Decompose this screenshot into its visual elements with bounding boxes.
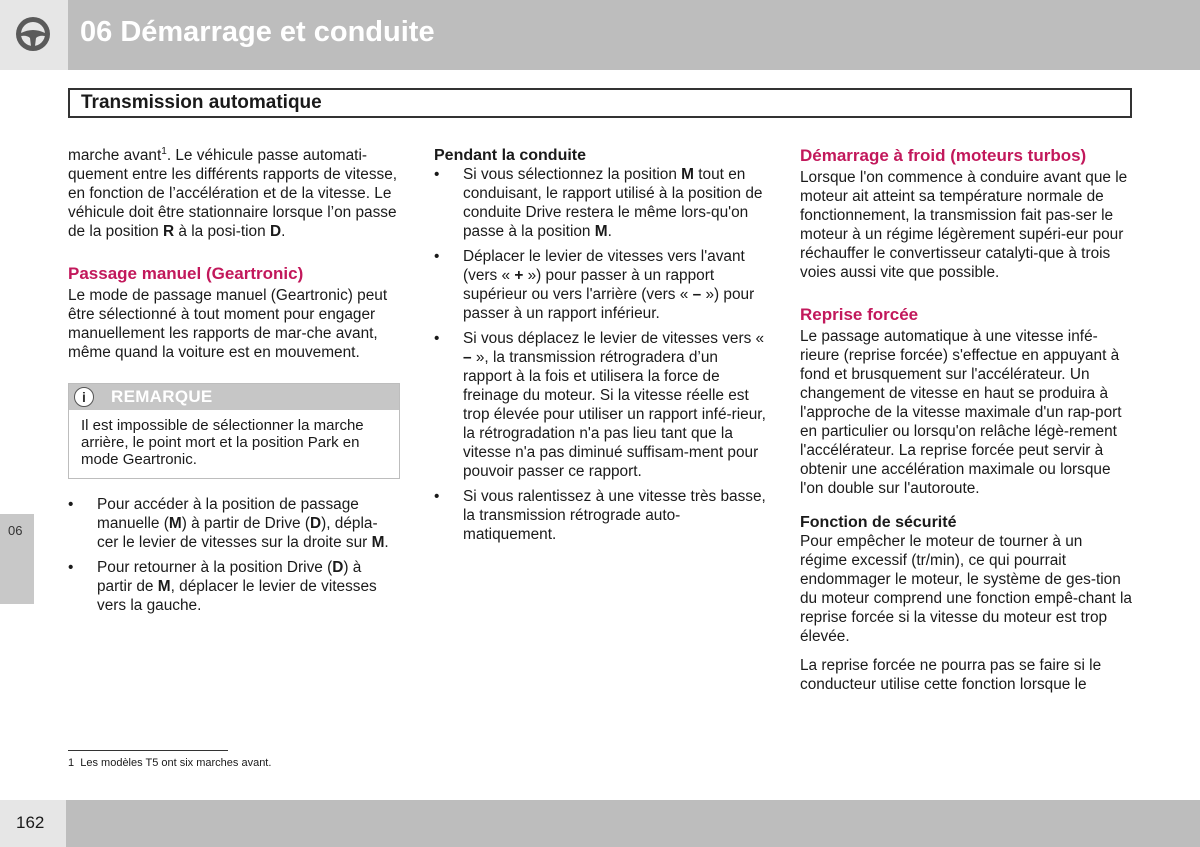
bullet-icon: • xyxy=(68,559,74,576)
note-header xyxy=(69,384,399,410)
note-label: REMARQUE xyxy=(111,387,213,406)
list-item: • Si vous ralentissez à une vitesse très basse, la transmission rétrograde auto-matiquement. xyxy=(434,488,766,543)
cold-start-paragraph: Lorsque l'on commence à conduire avant que le moteur ait atteint sa température normale de fonctionnement, la transmission fait pas-ser le moteur à un régime légèrement supéri-eur pour réchauffer le convertisseur catalyti-que à trois voies aussi vite que possible. xyxy=(800,169,1128,281)
geartronic-paragraph: Le mode de passage manuel (Geartronic) peut être sélectionné à tout moment pour engager manuellement les rapports de mar-che avant, même quand la voiture est en mouvement. xyxy=(68,287,388,361)
section-title-box xyxy=(68,88,1132,118)
column-2 xyxy=(434,146,766,544)
heading-fonction-securite: Fonction de sécurité xyxy=(800,514,957,531)
page-number: 162 xyxy=(16,813,45,832)
chapter-logo-box xyxy=(0,0,68,70)
list-item: • Si vous sélectionnez la position M tout en conduisant, le rapport utilisé à la position de conduite Drive restera le même lors-qu'on passe à la position M. xyxy=(434,166,763,240)
chapter-title: 06 Démarrage et conduite xyxy=(80,16,435,48)
heading-reprise-forcee: Reprise forcée xyxy=(800,305,919,324)
bullet-icon: • xyxy=(434,248,440,265)
footer-bar xyxy=(0,800,1200,847)
list-item: • Déplacer le levier de vitesses vers l'avant (vers « + ») pour passer à un rapport supérieur ou vers l'arrière (vers « – ») pour passer à un rapport inférieur. xyxy=(434,248,755,322)
heading-geartronic: Passage manuel (Geartronic) xyxy=(68,264,304,283)
bullet-icon: • xyxy=(434,166,440,183)
safety-paragraph: Pour empêcher le moteur de tourner à un régime excessif (tr/min), ce qui pourrait endommager le moteur, le système de ges-tion du moteur comprend une fonction empê-chant la reprise forcée si la vitesse du moteur est trop élevée. xyxy=(800,533,1132,645)
bullet-icon: • xyxy=(434,488,440,505)
footnote-divider xyxy=(68,750,228,751)
footnote-text: Les modèles T5 ont six marches avant. xyxy=(80,757,272,769)
safety-paragraph-continued: La reprise forcée ne pourra pas se faire si le conducteur utilise cette fonction lorsque le xyxy=(800,657,1102,693)
note-text: Il est impossible de sélectionner la marche arrière, le point mort et la position Park en mode Geartronic. xyxy=(81,417,364,468)
manual-shift-list xyxy=(68,495,398,615)
list-item: • Pour accéder à la position de passage manuelle (M) à partir de Drive (D), dépla-cer le levier de vitesses sur la droite sur M. xyxy=(68,496,389,551)
list-item: • Pour retourner à la position Drive (D) à partir de M, déplacer le levier de vitesses vers la gauche. xyxy=(68,559,377,614)
intro-paragraph: marche avant$^1$. Le véhicule passe automati- quement entre les différents rapports de vitesse, en fonction de l’accélération et de la vitesse. Le véhicule doit être stationnaire lorsque l’on passe de la position R à la posi-tion D. xyxy=(68,145,398,240)
info-icon: i xyxy=(74,387,94,407)
note-box xyxy=(68,383,400,479)
steering-wheel-icon xyxy=(13,14,53,54)
kickdown-paragraph: Le passage automatique à une vitesse infé-rieure (reprise forcée) s'effectue en appuyant à fond et brusquement sur l'accélérateur. Un changement de vitesse en haut se produira à l'approche de la vitesse maximale d'un rap-port en particulier ou lorsqu'on relâche légè-rement l'accélérateur. La reprise forcée peut servir à obtenir une accélération maximale ou lorsque l'on double sur l'autoroute. xyxy=(800,328,1122,497)
heading-pendant-conduite: Pendant la conduite xyxy=(434,147,587,164)
page-number-box xyxy=(0,800,66,847)
footnote xyxy=(68,757,271,769)
bullet-icon: • xyxy=(68,496,74,513)
column-3 xyxy=(800,145,1132,694)
list-item: • Si vous déplacez le levier de vitesses vers « – », la transmission rétrogradera d’un rapport à la fois et utilisera la force de freinage du moteur. Si la vitesse réelle est trop élevée pour utiliser un rapport infé-rieur, la rétrogradation n'a pas lieu tant que la vitesse n'a pas diminué suffisam-ment pour pouvoir passer ce rapport. xyxy=(434,330,766,480)
chapter-side-tab xyxy=(0,514,34,604)
heading-demarrage-froid: Démarrage à froid (moteurs turbos) xyxy=(800,146,1087,165)
column-1 xyxy=(68,146,398,615)
driving-list xyxy=(434,165,766,544)
section-title: Transmission automatique xyxy=(81,92,322,113)
footnote-number: 1 xyxy=(68,757,75,769)
footnote-ref: 1 xyxy=(161,145,167,157)
bullet-icon: • xyxy=(434,330,440,347)
side-tab-label: 06 xyxy=(8,523,23,538)
